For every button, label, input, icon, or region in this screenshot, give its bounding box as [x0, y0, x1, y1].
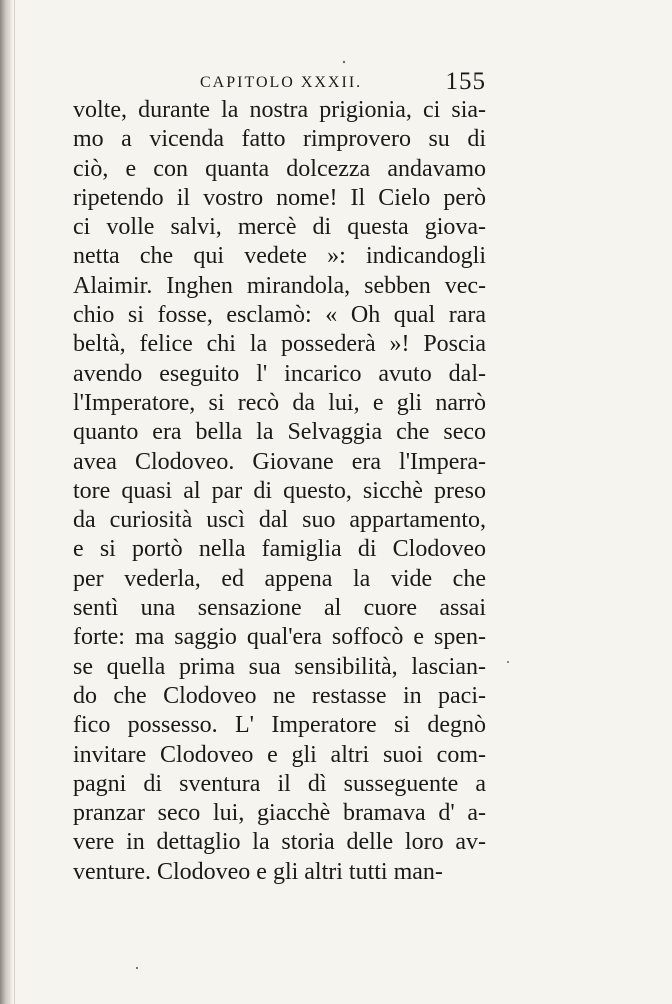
text-line: chio si fosse, esclamò: « Oh qual rara — [73, 302, 486, 329]
text-line: ciò, e con quanta dolcezza andavamo — [73, 155, 486, 182]
text-line: l'Imperatore, si recò da lui, e gli narrò — [73, 389, 486, 416]
page-binding-edge — [0, 0, 12, 1004]
text-line: volte, durante la nostra prigionia, ci sia- — [73, 97, 486, 123]
text-line: avendo eseguito l' incarico avuto dal- — [73, 360, 486, 387]
text-line: e si portò nella famiglia di Clodoveo — [73, 536, 486, 563]
text-line: se quella prima sua sensibilità, lascian- — [73, 653, 486, 680]
text-line: per vederla, ed appena la vide che — [73, 565, 486, 592]
text-line: do che Clodoveo ne restasse in paci- — [73, 682, 486, 709]
text-line: tore quasi al par di questo, sicchè preso — [73, 477, 486, 504]
text-line: ripetendo il vostro nome! Il Cielo però — [73, 184, 486, 211]
text-line: vere in dettaglio la storia delle loro av- — [73, 829, 486, 856]
text-line: forte: ma saggio qual'era soffocò e spen- — [73, 624, 486, 651]
body-text — [73, 96, 486, 887]
text-line: fico possesso. L' Imperatore si degnò — [73, 712, 486, 739]
text-line: avea Clodoveo. Giovane era l'Impera- — [73, 448, 486, 475]
text-line: venture. Clodoveo e gli altri tutti man- — [73, 858, 443, 885]
page-number: 155 — [445, 68, 486, 95]
text-line: pranzar seco lui, giacchè bramava d' a- — [73, 800, 486, 827]
text-line: beltà, felice chi la possederà »! Poscia — [73, 331, 486, 358]
paper-speck — [343, 61, 345, 63]
chapter-title: CAPITOLO XXXII. — [200, 74, 363, 91]
text-line: ci volle salvi, mercè di questa giova- — [73, 214, 486, 241]
page-edge-line — [14, 0, 15, 1004]
text-line: quanto era bella la Selvaggia che seco — [73, 419, 486, 446]
paper-speck — [136, 967, 138, 969]
text-line: Alaimir. Inghen mirandola, sebben vec- — [73, 272, 486, 299]
text-line: da curiosità uscì dal suo appartamento, — [73, 507, 486, 534]
text-line: netta che qui vedete »: indicandogli — [73, 243, 486, 270]
text-line: pagni di sventura il dì susseguente a — [73, 770, 486, 797]
paper-speck — [507, 661, 509, 663]
text-line: mo a vicenda fatto rimprovero su di — [73, 126, 486, 153]
text-line: invitare Clodoveo e gli altri suoi com- — [73, 741, 486, 768]
text-line: sentì una sensazione al cuore assai — [73, 595, 486, 622]
